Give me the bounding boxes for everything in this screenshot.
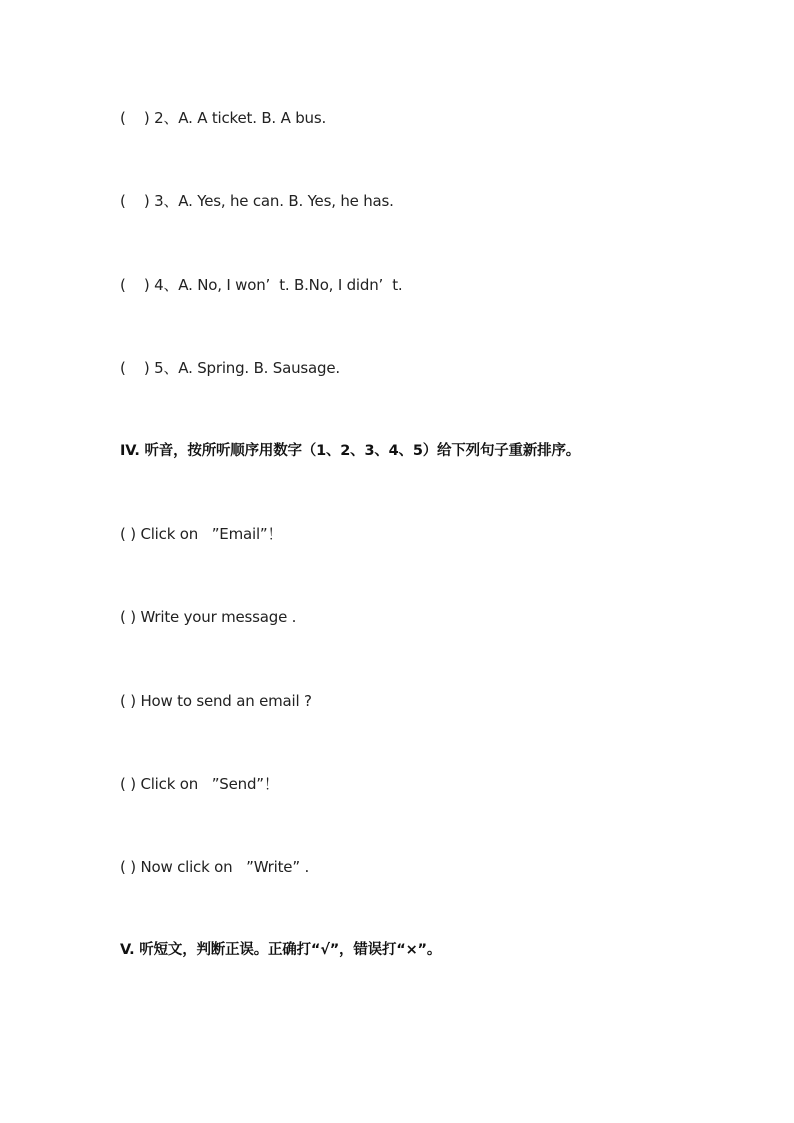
ordering-item-2: ( ) Write your message . [120,608,297,626]
section-iv-heading: IV. 听音，按所听顺序用数字（1、2、3、4、5）给下列句子重新排序。 [120,443,581,459]
ordering-item-4: ( ) Click on ”Send”！ [120,775,279,793]
ordering-item-5: ( ) Now click on ”Write” . [120,858,310,876]
question-item-2: ( ) 2、A. A ticket. B. A bus. [120,109,327,127]
question-item-3: ( ) 3、A. Yes, he can. B. Yes, he has. [120,192,394,210]
question-item-4: ( ) 4、A. No, I won’ t. B.No, I didn’ t. [120,276,403,294]
ordering-item-3: ( ) How to send an email ? [120,692,312,710]
section-v-heading: V. 听短文，判断正误。正确打“√”，错误打“×”。 [120,942,442,958]
question-item-5: ( ) 5、A. Spring. B. Sausage. [120,359,340,377]
ordering-item-1: ( ) Click on ”Email”！ [120,525,283,543]
